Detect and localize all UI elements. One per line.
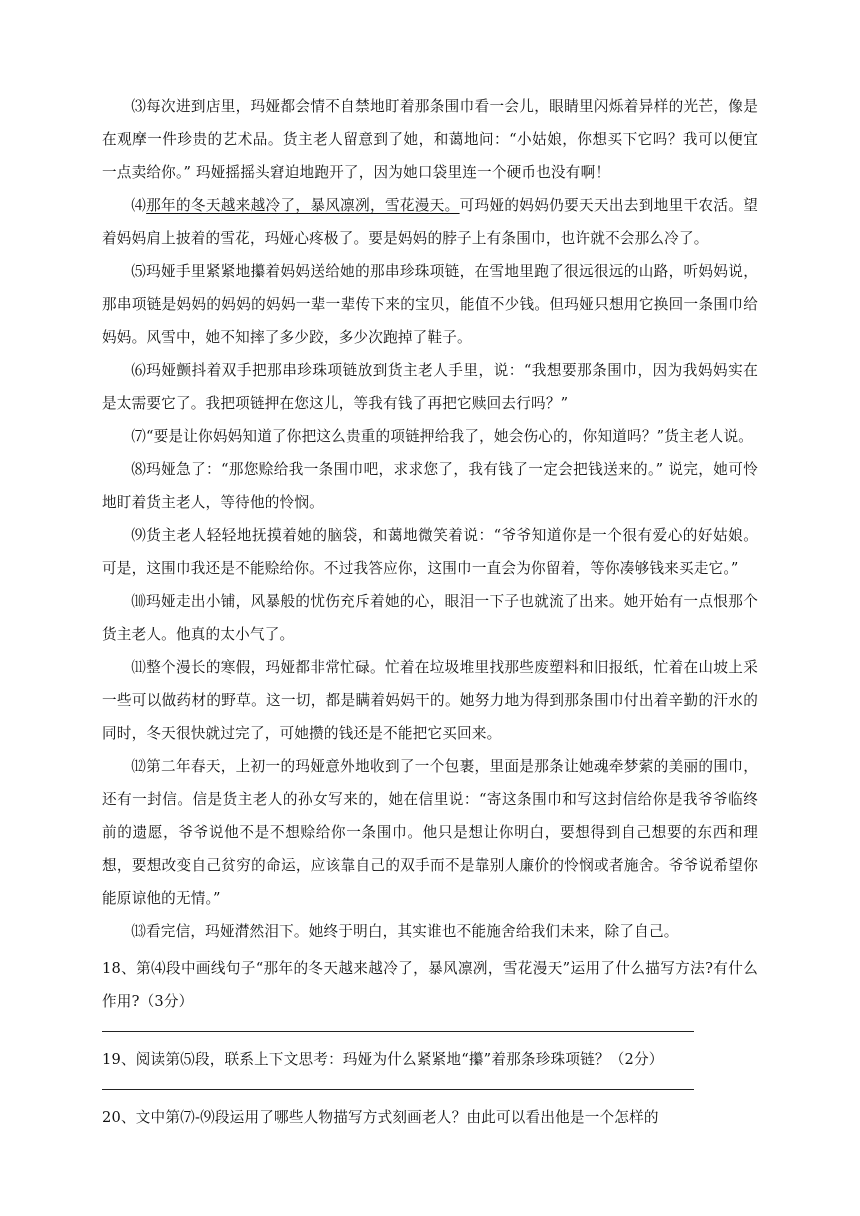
paragraph-3: ⑶每次进到店里，玛娅都会情不自禁地盯着那条围巾看一会儿，眼睛里闪烁着异样的光芒，像是在观摩一件珍贵的艺术品。货主老人留意到了她，和蔼地问：“小姑娘，你想买下它吗？我可以便宜一点卖给你。” 玛娅摇摇头窘迫地跑开了，因为她口袋里连一个硬币也没有啊！: [102, 98, 758, 181]
question-18: 18、第⑷段中画线句子“那年的冬天越来越冷了，暴风凛冽，雪花漫天”运用了什么描写方法?有什么作用?（3分）: [102, 960, 758, 1010]
question-18-block: [102, 952, 758, 1032]
paragraph-4-rest: 可玛娅的妈妈仍要天天出去到地里干农活。望着妈妈肩上披着的雪花，玛娅心疼极了。要是妈妈的脖子上有条围巾，也许就不会那么冷了。: [102, 197, 758, 247]
paragraph-12: ⑿第二年春天，上初一的玛娅意外地收到了一个包裹，里面是那条让她魂牵梦萦的美丽的围巾，还有一封信。信是货主老人的孙女写来的，她在信里说：“寄这条围巾和写这封信给你是我爷爷临终前的遗愿，爷爷说他不是不想赊给你一条围巾。他只是想让你明白，要想得到自己想要的东西和理想，要想改变自己贫穷的命运，应该靠自己的双手而不是靠别人廉价的怜悯或者施舍。爷爷说希望你能原谅他的无情。”: [102, 758, 758, 907]
question-20: 20、文中第⑺-⑼段运用了哪些人物描写方式刻画老人？由此可以看出他是一个怎样的: [102, 1109, 659, 1126]
paragraph-7: ⑺“要是让你妈妈知道了你把这么贵重的项链押给我了，她会伤心的，你知道吗？”货主老人说。: [131, 428, 754, 445]
paragraph-5: ⑸玛娅手里紧紧地攥着妈妈送给她的那串珍珠项链，在雪地里跑了很远很远的山路，听妈妈说，那串项链是妈妈的妈妈的妈妈一辈一辈传下来的宝贝，能值不少钱。但玛娅只想用它换回一条围巾给妈妈。风雪中，她不知摔了多少跤，多少次跑掉了鞋子。: [102, 263, 758, 346]
paragraph-9: ⑼货主老人轻轻地抚摸着她的脑袋，和蔼地微笑着说：“爷爷知道你是一个很有爱心的好姑娘。可是，这围巾我还是不能赊给你。不过我答应你，这围巾一直会为你留着，等你凑够钱来买走它。”: [102, 527, 758, 577]
question-19: 19、阅读第⑸段，联系上下文思考：玛娅为什么紧紧地“攥”着那条珍珠项链？（2分）: [102, 1051, 664, 1068]
paragraph-11: ⑾整个漫长的寒假，玛娅都非常忙碌。忙着在垃圾堆里找那些废塑料和旧报纸，忙着在山坡上采一些可以做药材的野草。这一切，都是瞒着妈妈干的。她努力地为得到那条围巾付出着辛勤的汗水的同时，冬天很快就过完了，可她攒的钱还是不能把它买回来。: [102, 659, 758, 742]
paragraph-13: ⒀看完信，玛娅潸然泪下。她终于明白，其实谁也不能施舍给我们未来，除了自己。: [131, 923, 679, 940]
paragraph-4: [102, 189, 758, 255]
document-page: [102, 90, 758, 1134]
paragraph-10: ⑽玛娅走出小铺，风暴般的忧伤充斥着她的心，眼泪一下子也就流了出来。她开始有一点恨那个货主老人。他真的太小气了。: [102, 593, 758, 643]
answer-line-19[interactable]: [102, 1089, 694, 1090]
paragraph-4-number: ⑷: [131, 197, 147, 214]
paragraph-8: ⑻玛娅急了：“那您赊给我一条围巾吧，求求您了，我有钱了一定会把钱送来的。” 说完，她可怜地盯着货主老人，等待他的怜悯。: [102, 461, 758, 511]
question-20-block: [102, 1101, 758, 1134]
question-19-block: [102, 1043, 758, 1090]
paragraph-6: ⑹玛娅颤抖着双手把那串珍珠项链放到货主老人手里，说：“我想要那条围巾，因为我妈妈实在是太需要它了。我把项链押在您这儿，等我有钱了再把它赎回去行吗？”: [102, 362, 758, 412]
answer-line-18[interactable]: [102, 1031, 694, 1032]
underlined-sentence: 那年的冬天越来越冷了，暴风凛冽，雪花漫天。: [146, 197, 460, 214]
